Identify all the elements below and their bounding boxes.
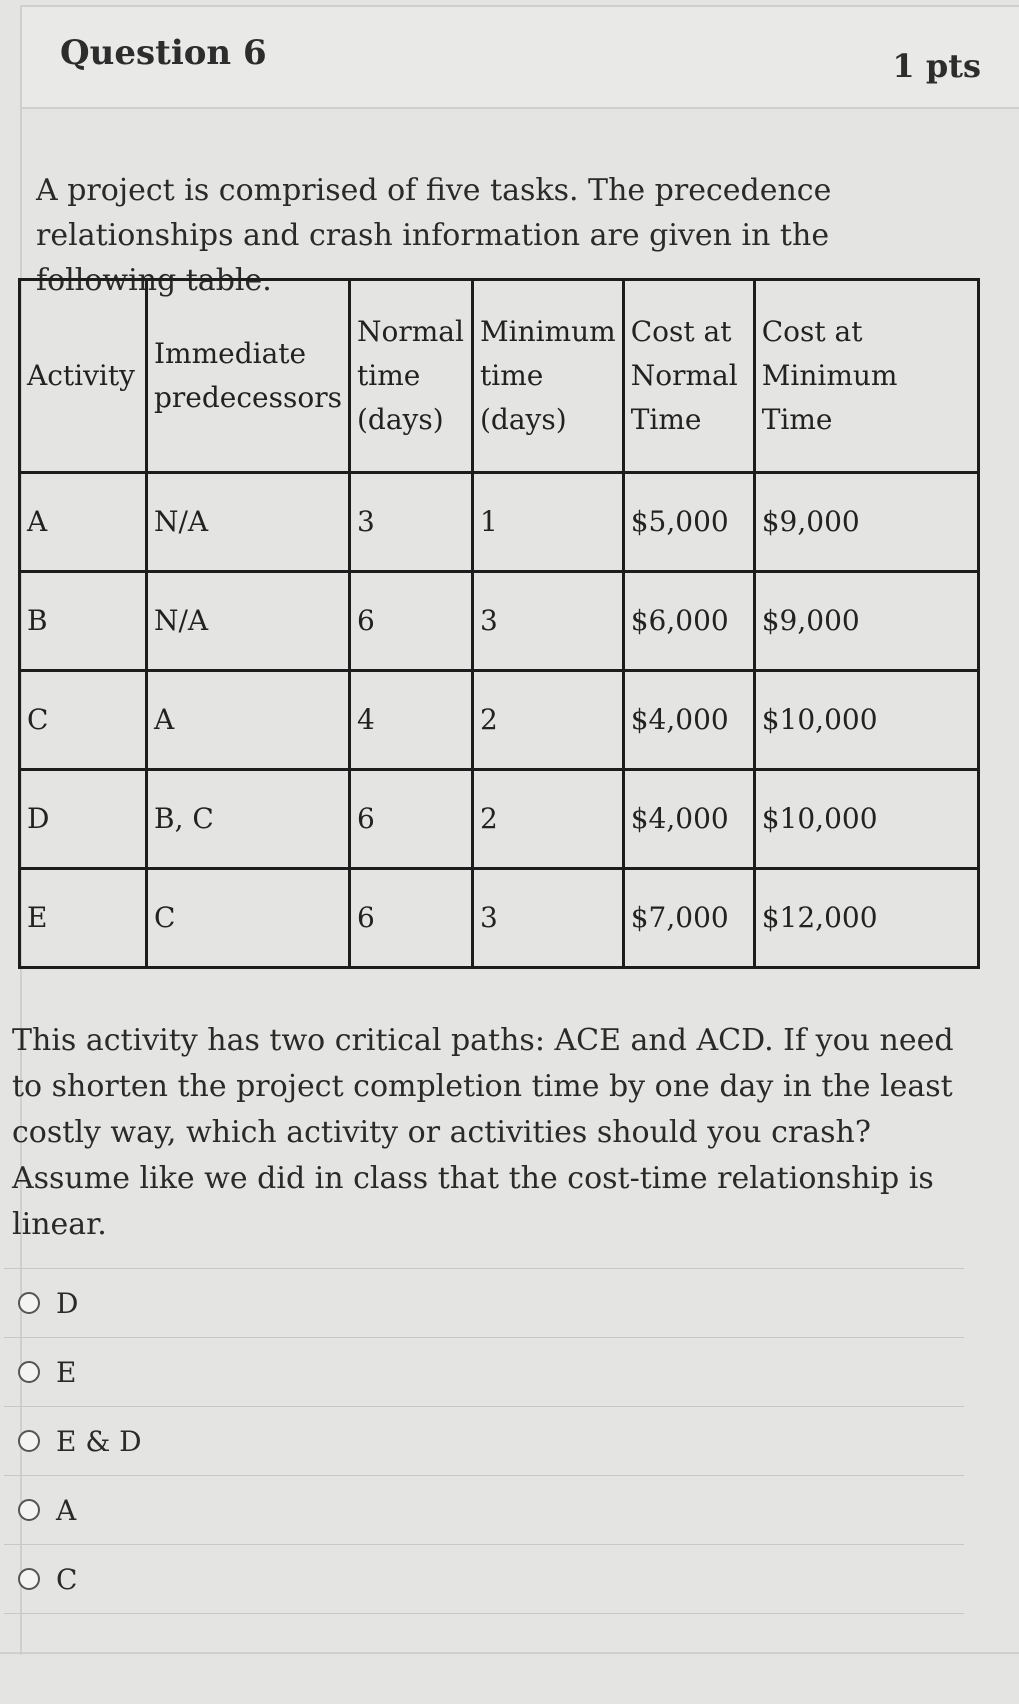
table-row — [20, 572, 979, 671]
cell-normal-time: 6 — [349, 770, 472, 869]
question-followup: This activity has two critical paths: ACE and ACD. If you need to shorten the project completion time by one day in the least costly way, which activity or activities should you crash? Assume like we did in class that the cost-time relationship is linear. — [12, 1023, 954, 1242]
header-activity: Activity — [20, 280, 147, 473]
header-normal-time: Normal time (days) — [349, 280, 472, 473]
cell-normal-time: 6 — [349, 869, 472, 968]
cell-minimum-time: 3 — [472, 572, 623, 671]
cell-cost-normal: $7,000 — [623, 869, 754, 968]
cell-cost-normal: $6,000 — [623, 572, 754, 671]
header-predecessors: Immediate predecessors — [147, 280, 350, 473]
table-row — [20, 869, 979, 968]
answer-option-d[interactable] — [4, 1269, 964, 1338]
cell-activity: D — [20, 770, 147, 869]
answer-option-e-and-d[interactable] — [4, 1407, 964, 1476]
cell-minimum-time: 1 — [472, 473, 623, 572]
answer-label: D — [56, 1286, 79, 1320]
table-row — [20, 770, 979, 869]
cell-cost-minimum: $10,000 — [754, 770, 978, 869]
header-cost-normal: Cost at Normal Time — [623, 280, 754, 473]
radio-unchecked-icon[interactable] — [18, 1430, 40, 1452]
radio-unchecked-icon[interactable] — [18, 1292, 40, 1314]
cell-normal-time: 4 — [349, 671, 472, 770]
question-title: Question 6 — [60, 33, 267, 73]
cell-cost-normal: $5,000 — [623, 473, 754, 572]
cell-minimum-time: 2 — [472, 770, 623, 869]
answer-label: E — [56, 1355, 77, 1389]
table-row — [20, 671, 979, 770]
answer-label: A — [56, 1493, 77, 1527]
table-row — [20, 473, 979, 572]
radio-unchecked-icon[interactable] — [18, 1499, 40, 1521]
cell-predecessors: C — [147, 869, 350, 968]
cell-activity: B — [20, 572, 147, 671]
cell-predecessors: N/A — [147, 572, 350, 671]
cell-predecessors: A — [147, 671, 350, 770]
radio-unchecked-icon[interactable] — [18, 1361, 40, 1383]
radio-unchecked-icon[interactable] — [18, 1568, 40, 1590]
answer-list — [4, 1268, 964, 1614]
cell-cost-normal: $4,000 — [623, 770, 754, 869]
cell-predecessors: B, C — [147, 770, 350, 869]
answer-label: E & D — [56, 1424, 142, 1458]
answer-label: C — [56, 1562, 78, 1596]
cell-normal-time: 3 — [349, 473, 472, 572]
cell-minimum-time: 2 — [472, 671, 623, 770]
cell-predecessors: N/A — [147, 473, 350, 572]
cell-cost-normal: $4,000 — [623, 671, 754, 770]
header-minimum-time: Minimum time (days) — [472, 280, 623, 473]
cell-cost-minimum: $9,000 — [754, 473, 978, 572]
question-points: 1 pts — [892, 47, 981, 85]
answer-option-a[interactable] — [4, 1476, 964, 1545]
cell-cost-minimum: $12,000 — [754, 869, 978, 968]
cell-minimum-time: 3 — [472, 869, 623, 968]
question-prompt: A project is comprised of five tasks. The precedence relationships and crash information are given in the following table. — [36, 173, 832, 298]
answer-option-e[interactable] — [4, 1338, 964, 1407]
answer-option-c[interactable] — [4, 1545, 964, 1614]
cell-activity: E — [20, 869, 147, 968]
question-bottom-divider — [0, 1652, 1019, 1654]
question-header — [22, 7, 1019, 109]
crash-table — [18, 278, 980, 969]
header-cost-minimum: Cost at Minimum Time — [754, 280, 978, 473]
cell-activity: A — [20, 473, 147, 572]
cell-cost-minimum: $9,000 — [754, 572, 978, 671]
cell-normal-time: 6 — [349, 572, 472, 671]
cell-activity: C — [20, 671, 147, 770]
table-header-row — [20, 280, 979, 473]
cell-cost-minimum: $10,000 — [754, 671, 978, 770]
